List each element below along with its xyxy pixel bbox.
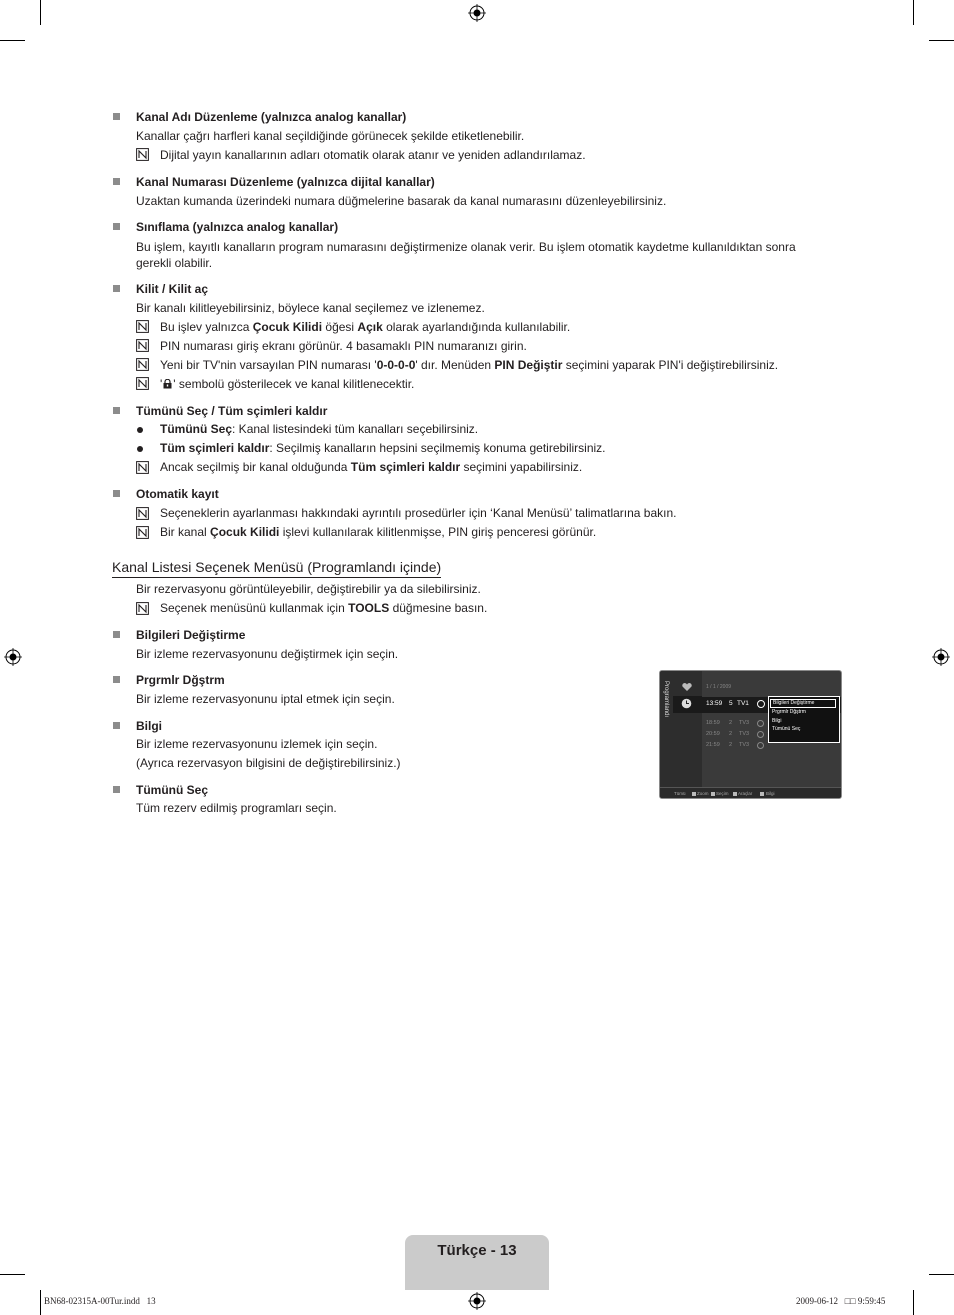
tv-button-icon [760, 792, 764, 796]
tv-button-icon [692, 792, 696, 796]
tv-clock-icon [757, 720, 764, 727]
bullet-square-icon [113, 722, 120, 729]
option-body: (Ayrıca rezervasyon bilgisini de değiştirebilirsiniz.) [136, 756, 401, 770]
tv-num: 5 [729, 700, 733, 707]
crop-mark [0, 40, 25, 41]
section-heading: Kanal Listesi Seçenek Menüsü (Programlandı içinde) [112, 559, 441, 578]
tv-date: 1 / 1 / 2009 [706, 684, 732, 690]
crop-mark [0, 1274, 25, 1275]
note-icon [136, 507, 149, 520]
section-body: Bu işlem, kayıtlı kanalların program numarasını değiştirmenize olanak verir. Bu işlem otomatik kaydetme kullanıldıktan sonra gerekli olabilir. [136, 240, 796, 270]
crop-mark [929, 40, 954, 41]
tv-time: 13:59 [706, 700, 723, 707]
tv-channel: TV3 [739, 720, 750, 726]
tv-footer [660, 787, 842, 799]
bullet-square-icon [113, 631, 120, 638]
tv-footer-item: Seçim [716, 791, 729, 796]
option-title: Tümünü Seç [136, 783, 209, 797]
tv-channel: TV3 [739, 731, 750, 737]
tv-time: 20:59 [706, 731, 720, 737]
section-title: Kilit / Kilit aç [136, 282, 209, 296]
bullet-square-icon [113, 113, 120, 120]
tv-num: 2 [729, 731, 733, 737]
tv-footer-item: Zoom [697, 791, 709, 796]
note-text: ' ' sembolü gösterilecek ve kanal kilitlenecektir. [160, 377, 415, 391]
note-text: PIN numarası giriş ekranı görünür. 4 basamaklı PIN numaranızı girin. [160, 339, 527, 353]
bullet-square-icon [113, 407, 120, 414]
note-icon [136, 320, 149, 333]
tv-side-label: Programlandı [663, 681, 669, 718]
crop-mark [40, 0, 41, 25]
tv-menu-item: Bilgileri Değiştirme [770, 699, 836, 708]
section-title: Otomatik kayıt [136, 487, 219, 501]
crop-mark [913, 0, 914, 25]
option-body: Bir izleme rezervasyonunu izlemek için seçin. [136, 737, 378, 751]
tv-footer-item: Bilgi [766, 791, 775, 796]
note-icon [136, 461, 149, 474]
tv-channel: TV1 [737, 700, 749, 707]
tv-button-icon [733, 792, 737, 796]
section-title: Sınıflama (yalnızca analog kanallar) [136, 220, 339, 234]
tv-clock-icon [757, 731, 764, 738]
note-text: Seçenek menüsünü kullanmak için TOOLS düğmesine basın. [160, 601, 488, 615]
footer-filename: BN68-02315A-00Tur.indd 13 [44, 1296, 156, 1306]
tv-screen [659, 670, 842, 799]
note-text: Ancak seçilmiş bir kanal olduğunda Tüm sçimleri kaldır seçimini yapabilirsiniz. [160, 460, 583, 474]
note-text: Seçeneklerin ayarlanması hakkındaki ayrıntılı prosedürler için ‘Kanal Menüsü’ talimatlarına bakın. [160, 506, 677, 520]
tv-time: 21:59 [706, 742, 720, 748]
bullet-dot-icon [137, 427, 143, 433]
section-title: Tümünü Seç / Tüm sçimleri kaldır [136, 404, 328, 418]
tv-menu-item: Bilgi [772, 717, 782, 724]
option-body: Tüm rezerv edilmiş programları seçin. [136, 801, 337, 815]
bullet-dot-icon [137, 446, 143, 452]
note-text: Yeni bir TV'nin varsayılan PIN numarası '0-0-0-0' dır. Menüden PIN Değiştir seçimini yaparak PIN'i değiştirebilirsiniz. [160, 358, 779, 372]
section-title: Kanal Numarası Düzenleme (yalnızca dijital kanallar) [136, 175, 435, 189]
page-label: Türkçe - 13 [437, 1242, 517, 1259]
footer-timestamp: 2009-06-12 □□ 9:59:45 [796, 1296, 886, 1306]
tv-footer-item: Tümü [674, 791, 686, 796]
registration-mark-icon [468, 1292, 486, 1310]
note-icon [136, 339, 149, 352]
section-body: Kanallar çağrı harfleri kanal seçildiğinde görünecek şekilde etiketlenebilir. [136, 129, 525, 143]
tv-num: 2 [729, 720, 733, 726]
option-body: Bir izleme rezervasyonunu değiştirmek için seçin. [136, 647, 399, 661]
options-intro: Bir rezervasyonu görüntüleyebilir, değiştirebilir ya da silebilirsiniz. [136, 582, 481, 596]
tv-footer-item: Araçlar [738, 791, 753, 796]
option-title: Prgrmlr Dğştrm [136, 673, 225, 687]
page-number-tab [405, 1235, 549, 1290]
registration-mark-icon [4, 648, 22, 666]
note-icon [136, 148, 149, 161]
note-text: Bu işlev yalnızca Çocuk Kilidi öğesi Açık olarak ayarlandığında kullanılabilir. [160, 320, 571, 334]
tv-channel: TV3 [739, 742, 750, 748]
bullet-text: Tüm sçimleri kaldır: Seçilmiş kanalların hepsini seçilmemiş konuma getirebilirsiniz. [160, 441, 606, 455]
registration-mark-icon [468, 4, 486, 22]
note-icon [136, 602, 149, 615]
bullet-square-icon [113, 786, 120, 793]
bullet-square-icon [113, 178, 120, 185]
section-body: Bir kanalı kilitleyebilirsiniz, böylece kanal seçilemez ve izlenemez. [136, 301, 485, 315]
note-icon [136, 526, 149, 539]
tv-time: 18:59 [706, 720, 720, 726]
registration-mark-icon [932, 648, 950, 666]
bullet-square-icon [113, 223, 120, 230]
option-title: Bilgileri Değiştirme [136, 628, 246, 642]
note-icon [136, 377, 149, 390]
bullet-square-icon [113, 285, 120, 292]
crop-mark [40, 1290, 41, 1315]
bullet-square-icon [113, 676, 120, 683]
heart-icon [682, 683, 692, 691]
tv-clock-icon [757, 742, 764, 749]
tv-num: 2 [729, 742, 733, 748]
tv-menu-item: Prgrmlr Dğştrm [772, 709, 806, 715]
note-icon [136, 358, 149, 371]
bullet-text: Tümünü Seç: Kanal listesindeki tüm kanalları seçebilirsiniz. [160, 422, 479, 436]
tv-menu-item: Tümünü Seç [772, 726, 801, 732]
crop-mark [913, 1290, 914, 1315]
bullet-square-icon [113, 490, 120, 497]
option-body: Bir izleme rezervasyonunu iptal etmek için seçin. [136, 692, 395, 706]
option-title: Bilgi [136, 719, 162, 733]
section-title: Kanal Adı Düzenleme (yalnızca analog kanallar) [136, 110, 407, 124]
tv-clock-icon [757, 700, 765, 708]
clock-icon [681, 698, 692, 709]
note-text: Bir kanal Çocuk Kilidi işlevi kullanılarak kilitlenmişse, PIN giriş penceresi görünür. [160, 525, 597, 539]
note-text: Dijital yayın kanallarının adları otomatik olarak atanır ve yeniden adlandırılamaz. [160, 148, 586, 162]
tv-button-icon [711, 792, 715, 796]
tv-tools-menu [768, 696, 840, 743]
lock-icon [163, 379, 172, 389]
crop-mark [929, 1274, 954, 1275]
section-body: Uzaktan kumanda üzerindeki numara düğmelerine basarak da kanal numarasını düzenleyebilirsiniz. [136, 194, 667, 208]
